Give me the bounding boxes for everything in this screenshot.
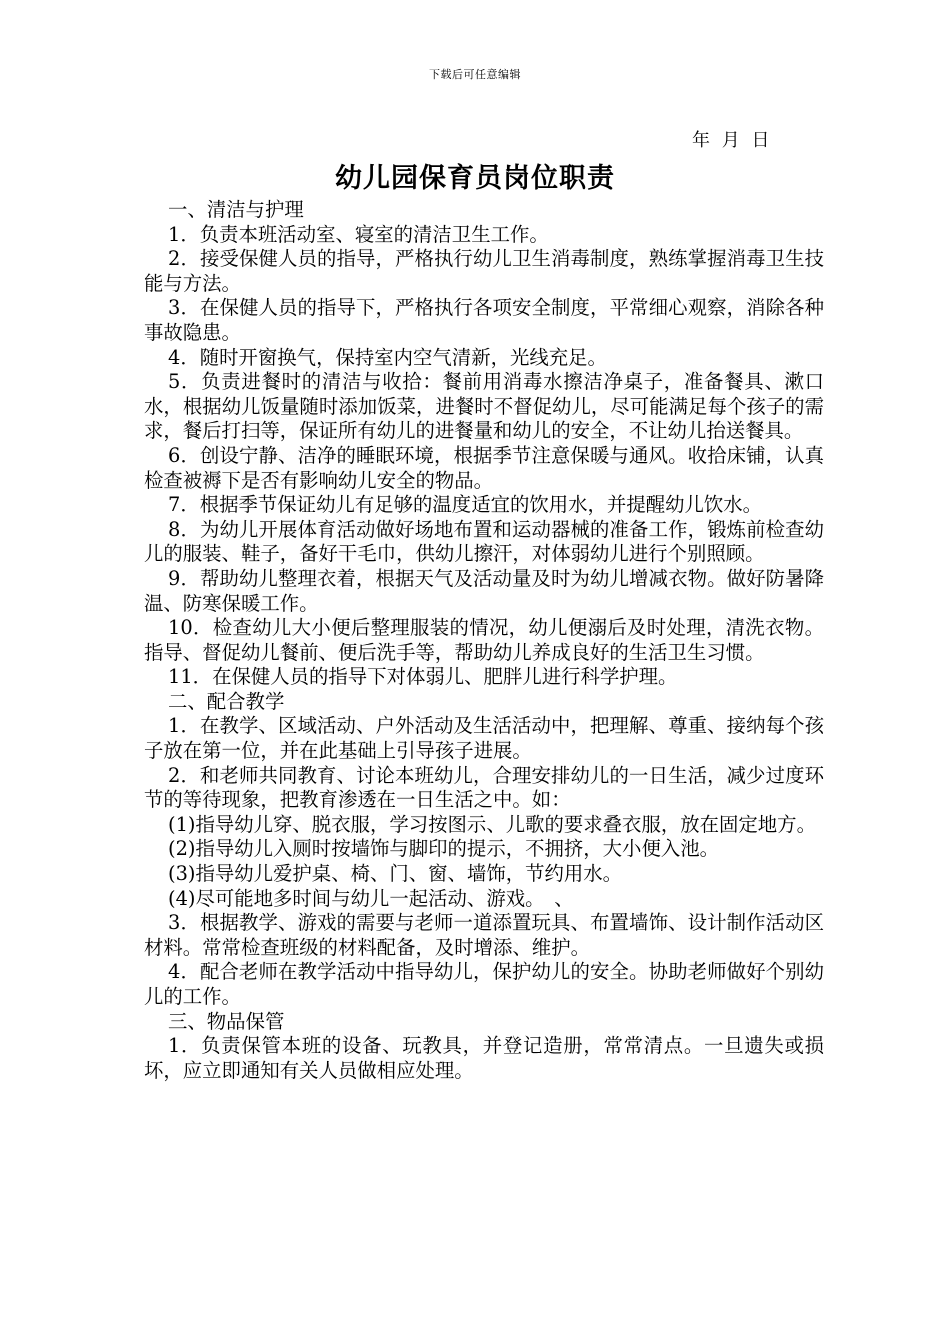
paragraph: (4)尽可能地多时间与幼儿一起活动、游戏。 、 <box>168 886 574 910</box>
paragraph: 1．在教学、区域活动、户外活动及生活活动中，把理解、尊重、接纳每个孩子放在第一位，并在此基础上引导孩子进展。 <box>144 714 824 763</box>
paragraph: 7．根据季节保证幼儿有足够的温度适宜的饮用水，并提醒幼儿饮水。 <box>168 493 763 517</box>
section-heading-cleaning: 一、清洁与护理 <box>168 198 304 221</box>
paragraph: 5．负责进餐时的清洁与收拾：餐前用消毒水擦洁净桌子，准备餐具、漱口水，根据幼儿饭量随时添加饭菜，进餐时不督促幼儿，尽可能满足每个孩子的需求，餐后打扫等，保证所有幼儿的进餐量和幼儿的安全，不让幼儿抬送餐具。 <box>144 370 824 443</box>
paragraph: 3．根据教学、游戏的需要与老师一道添置玩具、布置墙饰、设计制作活动区材料。常常检查班级的材料配备，及时增添、维护。 <box>144 911 824 959</box>
paragraph: 2．接受保健人员的指导，严格执行幼儿卫生消毒制度，熟练掌握消毒卫生技能与方法。 <box>144 247 824 295</box>
section-heading-storage: 三、物品保管 <box>168 1009 285 1033</box>
paragraph: 9．帮助幼儿整理衣着，根据天气及活动量及时为幼儿增减衣物。做好防暑降温、防寒保暖工作。 <box>144 566 824 615</box>
paragraph: 2．和老师共同教育、讨论本班幼儿，合理安排幼儿的一日生活，减少过度环节的等待现象，把教育渗透在一日生活之中。如： <box>144 763 824 812</box>
header-note: 下载后可任意编辑 <box>429 68 521 81</box>
paragraph: 1．负责本班活动室、寝室的清洁卫生工作。 <box>168 222 549 246</box>
paragraph: 4．随时开窗换气，保持室内空气清新，光线充足。 <box>168 345 607 369</box>
section-heading-teaching: 二、配合教学 <box>168 689 285 713</box>
document-body <box>144 198 824 1083</box>
paragraph: 4．配合老师在教学活动中指导幼儿，保护幼儿的安全。协助老师做好个别幼儿的工作。 <box>144 960 824 1008</box>
paragraph: 8．为幼儿开展体育活动做好场地布置和运动器械的准备工作，锻炼前检查幼儿的服装、鞋子，备好干毛巾，供幼儿擦汗，对体弱幼儿进行个别照顾。 <box>144 517 824 566</box>
paragraph: (1)指导幼儿穿、脱衣服，学习按图示、儿歌的要求叠衣服，放在固定地方。 <box>168 812 816 836</box>
paragraph: (3)指导幼儿爱护桌、椅、门、窗、墙饰，节约用水。 <box>168 862 623 886</box>
date-line: 年 月 日 <box>692 130 770 151</box>
paragraph: 11．在保健人员的指导下对体弱儿、肥胖儿进行科学护理。 <box>168 665 678 689</box>
paragraph: (2)指导幼儿入厕时按墙饰与脚印的提示，不拥挤，大小便入池。 <box>168 837 720 861</box>
page-title: 幼儿园保育员岗位职责 <box>335 163 615 194</box>
paragraph: 3．在保健人员的指导下，严格执行各项安全制度，平常细心观察，消除各种事故隐患。 <box>144 296 824 344</box>
paragraph: 6．创设宁静、洁净的睡眠环境，根据季节注意保暖与通风。收拾床铺，认真检查被褥下是否有影响幼儿安全的物品。 <box>144 443 824 492</box>
paragraph: 10．检查幼儿大小便后整理服装的情况，幼儿便溺后及时处理，清洗衣物。指导、督促幼儿餐前、便后洗手等，帮助幼儿养成良好的生活卫生习惯。 <box>144 616 824 664</box>
paragraph: 1．负责保管本班的设备、玩教具，并登记造册，常常清点。一旦遗失或损坏，应立即通知有关人员做相应处理。 <box>144 1034 824 1082</box>
